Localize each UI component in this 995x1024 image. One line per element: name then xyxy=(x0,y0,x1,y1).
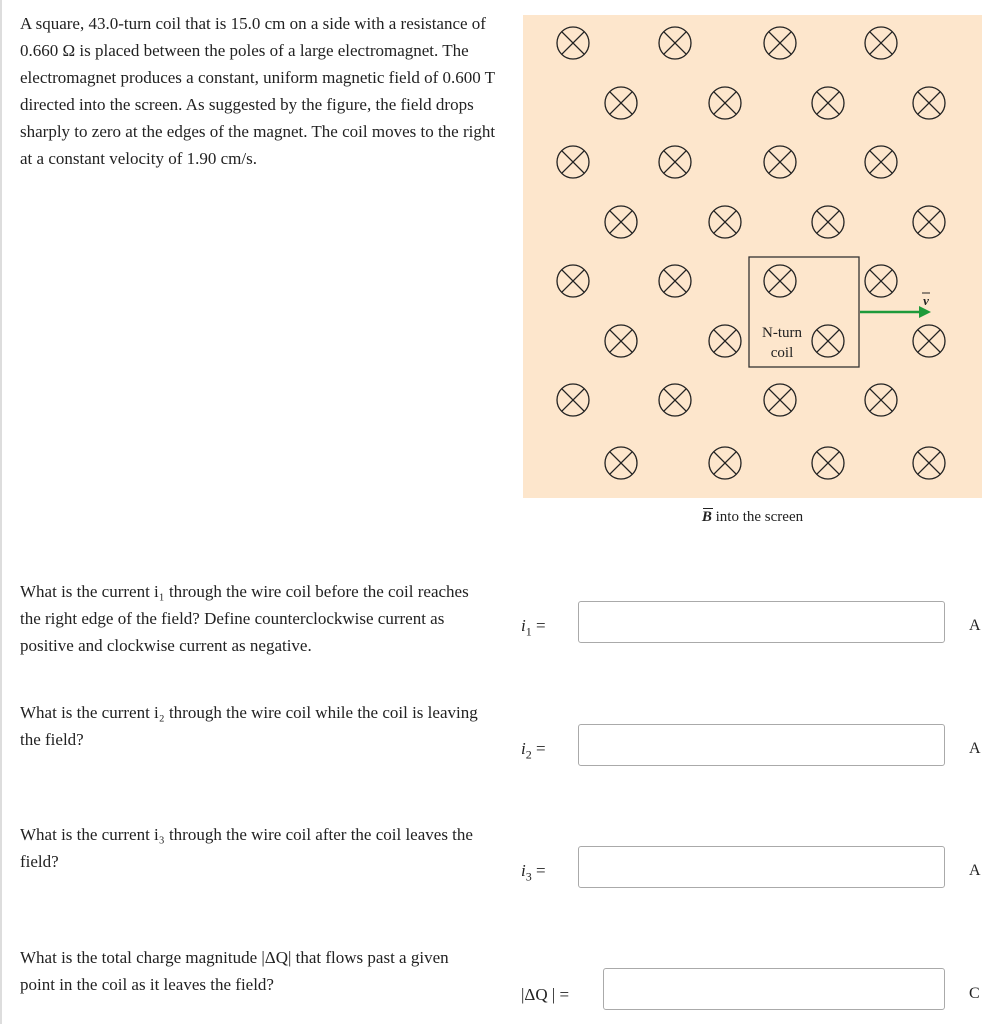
magnetic-field-figure xyxy=(523,15,982,498)
question-1-text: What is the current i₁ through the wire coil before the coil reaches the right edge of the field? Define counterclockwise current as positive and clockwise current as negative. xyxy=(20,582,469,655)
field-into-screen-icon xyxy=(659,265,691,297)
question-3-label-eq: = xyxy=(531,861,546,880)
velocity-label: v xyxy=(923,293,929,308)
field-into-screen-icon xyxy=(709,325,741,357)
question-3-text: What is the current i₃ through the wire coil after the coil leaves the field? xyxy=(20,825,473,871)
field-into-screen-icon xyxy=(659,27,691,59)
field-into-screen-icon xyxy=(557,265,589,297)
question-4-text: What is the total charge magnitude |ΔQ| that flows past a given point in the coil as it leaves the field? xyxy=(20,948,449,994)
problem-intro: A square, 43.0-turn coil that is 15.0 cm on a side with a resistance of 0.660 Ω is placed between the poles of a large electromagnet. The electromagnet produces a constant, uniform magnetic field of 0.600 T directed into the screen. As suggested by the figure, the field drops sharply to zero at the edges of the magnet. The coil moves to the right at a constant velocity of 1.90 cm/s. xyxy=(20,14,496,168)
coil-label-line2: coil xyxy=(770,345,794,361)
field-into-screen-icon xyxy=(812,206,844,238)
question-3-label xyxy=(521,861,546,884)
field-into-screen-icon xyxy=(709,87,741,119)
question-3-label-sub: 3 xyxy=(525,869,532,884)
field-into-screen-icon xyxy=(659,146,691,178)
unit-label-3: A xyxy=(969,862,981,879)
field-into-screen-icon xyxy=(605,447,637,479)
page-left-border xyxy=(0,0,2,1024)
caption-text: into the screen xyxy=(711,509,804,525)
question-1-label xyxy=(521,616,546,639)
field-into-screen-icon xyxy=(812,447,844,479)
field-into-screen-icon xyxy=(865,27,897,59)
field-into-screen-icon xyxy=(605,87,637,119)
field-into-screen-icon xyxy=(605,325,637,357)
field-into-screen-icon xyxy=(865,265,897,297)
answer-input-1[interactable] xyxy=(578,601,945,643)
answer-input-4[interactable] xyxy=(603,968,945,1010)
question-1-label-var: i xyxy=(521,616,526,635)
field-into-screen-icon xyxy=(812,325,844,357)
question-2-label-eq: = xyxy=(531,739,546,758)
b-vector-symbol: B xyxy=(701,509,712,525)
field-into-screen-icon xyxy=(865,384,897,416)
field-into-screen-icon xyxy=(764,27,796,59)
field-diagram xyxy=(523,15,982,498)
question-1-label-sub: 1 xyxy=(525,624,532,639)
question-2-text: What is the current i₂ through the wire coil while the coil is leaving the field? xyxy=(20,703,478,749)
question-2-label-var: i xyxy=(521,739,526,758)
unit-label-1: A xyxy=(969,617,981,634)
unit-label-4: C xyxy=(969,985,980,1002)
field-into-screen-icon xyxy=(605,206,637,238)
question-2-label-sub: 2 xyxy=(525,747,532,762)
answer-input-3[interactable] xyxy=(578,846,945,888)
question-2-label xyxy=(521,739,546,762)
field-into-screen-icon xyxy=(709,447,741,479)
field-into-screen-icon xyxy=(913,206,945,238)
field-into-screen-icon xyxy=(913,325,945,357)
question-4-label: |ΔQ | = xyxy=(521,985,570,1004)
field-symbols xyxy=(557,27,945,479)
field-into-screen-icon xyxy=(913,87,945,119)
field-into-screen-icon xyxy=(913,447,945,479)
answer-input-2[interactable] xyxy=(578,724,945,766)
figure-caption xyxy=(523,509,982,526)
field-into-screen-icon xyxy=(557,384,589,416)
unit-label-2: A xyxy=(969,740,981,757)
field-into-screen-icon xyxy=(764,265,796,297)
field-into-screen-icon xyxy=(865,146,897,178)
field-into-screen-icon xyxy=(557,27,589,59)
field-into-screen-icon xyxy=(557,146,589,178)
field-into-screen-icon xyxy=(764,384,796,416)
field-into-screen-icon xyxy=(709,206,741,238)
field-into-screen-icon xyxy=(659,384,691,416)
coil-label-line1: N-turn xyxy=(762,325,802,341)
field-into-screen-icon xyxy=(812,87,844,119)
question-3-label-var: i xyxy=(521,861,526,880)
field-into-screen-icon xyxy=(764,146,796,178)
question-1-label-eq: = xyxy=(531,616,546,635)
